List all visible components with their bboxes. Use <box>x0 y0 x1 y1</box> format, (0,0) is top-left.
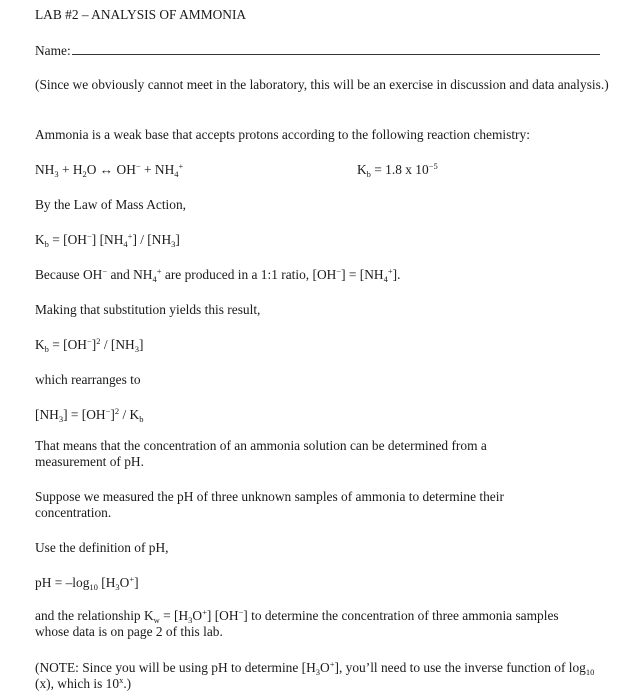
name-label: Name: <box>35 43 71 58</box>
reaction-equation: $NH_3 + H_2O$ ↔ $OH^- + NH_4^+$ <box>35 161 184 179</box>
concentration-paragraph: That means that the concentration of an ammonia solution can be determined from a measurement of pH. <box>35 438 487 469</box>
relationship-paragraph: and the relationship $K_w = [H_3O^+]$ [OH−] to determine the concentration of three ammonia samples whose data is on page 2 of this lab. <box>35 607 559 639</box>
ph-expression: pH = $-\log_{10}$ $[H_3O^+]$ <box>35 574 139 592</box>
kb-expression-1: $K_b = [OH^-]$ $[NH_4^+] / [NH_3]$ <box>35 231 180 249</box>
note-paragraph: (NOTE: Since you will be using pH to determine $[H_3O^+]$, you’ll need to use the inverse function of $\log_{10} (x)$, which is 10$^x$.) <box>35 659 595 691</box>
nh3-expression: $[NH_3] = [OH^-]^2 / K_b$ <box>35 406 144 424</box>
suppose-paragraph: Suppose we measured the pH of three unknown samples of ammonia to determine their concentration. <box>35 489 504 520</box>
name-field[interactable] <box>35 42 600 59</box>
name-underline[interactable] <box>72 42 600 55</box>
law-mass-action: By the Law of Mass Action, <box>35 197 186 212</box>
kb-expression-2: $K_b = [OH^-]^2 / [NH_3]$ <box>35 336 144 354</box>
page-title: LAB #2 – ANALYSIS OF AMMONIA <box>35 7 247 22</box>
ph-definition-label: Use the definition of pH, <box>35 540 169 555</box>
intro-paragraph: (Since we obviously cannot meet in the laboratory, this will be an exercise in discussion and data analysis.) <box>35 77 609 92</box>
weak-base-statement: Ammonia is a weak base that accepts protons according to the following reaction chemistry: <box>35 127 530 142</box>
because-statement: Because OH− and $NH_4^+$ are produced in a 1:1 ratio, $[OH^-] = [NH_4^+]$. <box>35 266 401 284</box>
kb-value: $K_b = 1.8$ x $10^{-5}$ <box>357 161 438 179</box>
substitution-statement: Making that substitution yields this result, <box>35 302 261 317</box>
rearranges-statement: which rearranges to <box>35 372 141 387</box>
